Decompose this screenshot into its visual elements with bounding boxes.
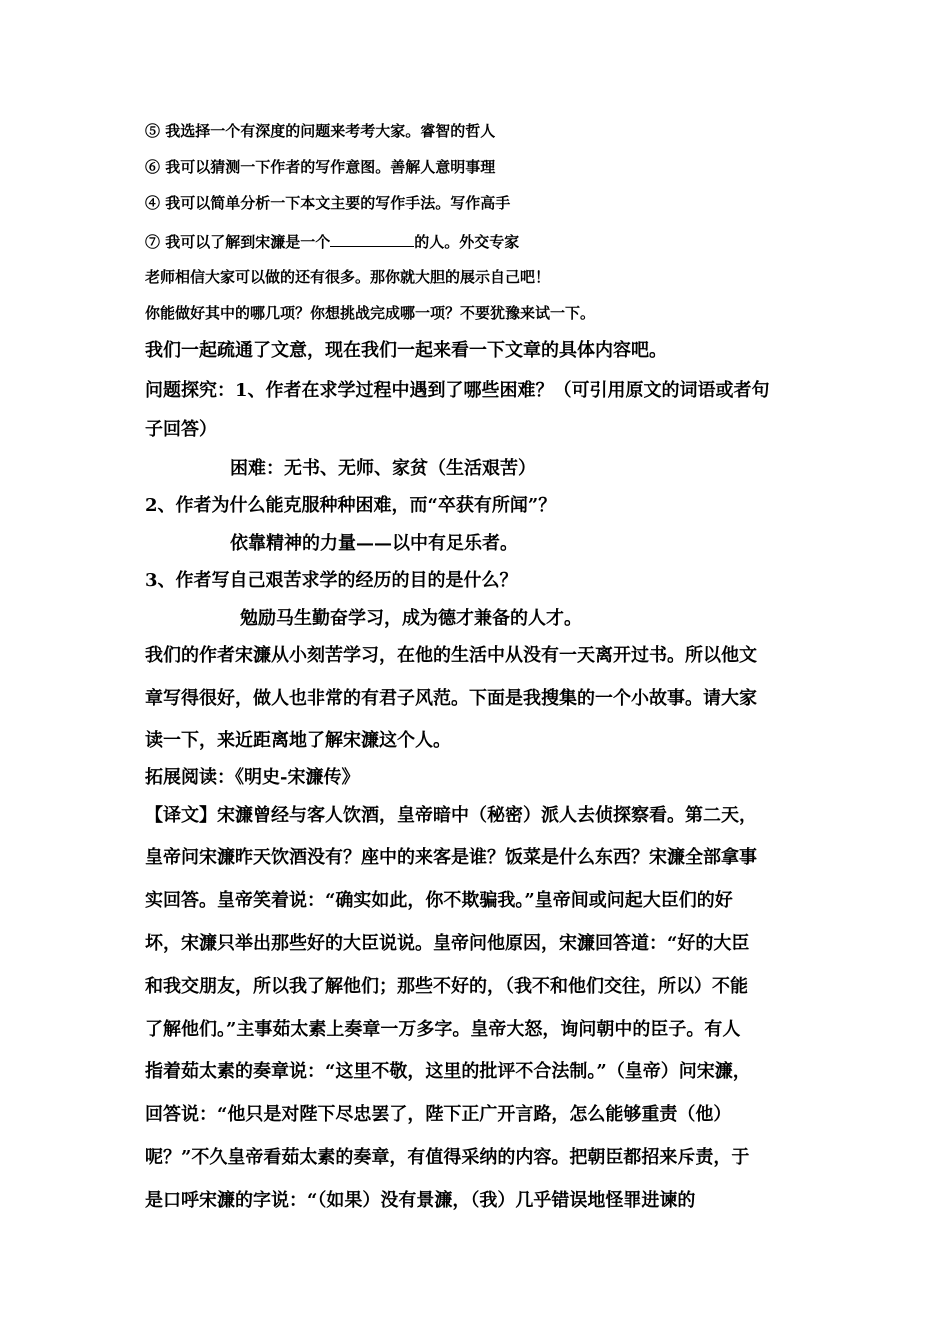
paragraph-line: 实回答。皇帝笑着说：“确实如此，你不欺骗我。”皇帝间或问起大臣们的好 [145, 890, 733, 911]
fill-in-blank [330, 232, 414, 247]
question-2: 2、作者为什么能克服种种困难，而“卒获有所闻”？ [145, 495, 557, 516]
paragraph-line: 老师相信大家可以做的还有很多。那你就大胆的展示自己吧！ [145, 268, 551, 286]
text-run: 的人。外交专家 [414, 233, 520, 251]
paragraph-line: 我们的作者宋濂从小刻苦学习，在他的生活中从没有一天离开过书。所以他文 [145, 645, 757, 666]
paragraph-line: 回答说：“他只是对陛下尽忠罢了，陛下正广开言路，怎么能够重责（他） [145, 1104, 732, 1125]
paragraph-line: 皇帝问宋濂昨天饮酒没有？座中的来客是谁？饭菜是什么东西？宋濂全部拿事 [145, 847, 757, 868]
list-item: ⑥ 我可以猜测一下作者的写作意图。善解人意明事理 [145, 158, 496, 176]
paragraph-line: 是口呼宋濂的字说：“（如果）没有景濂，（我）几乎错误地怪罪进谏的 [145, 1190, 696, 1211]
answer-1: 困难：无书、无师、家贫（生活艰苦） [230, 458, 536, 479]
paragraph-line: 【译文】宋濂曾经与客人饮酒，皇帝暗中（秘密）派人去侦探察看。第二天， [145, 805, 757, 826]
paragraph-line: 指着茹太素的奏章说：“这里不敬，这里的批评不合法制。”（皇帝）问宋濂， [145, 1061, 751, 1082]
paragraph-line: 坏，宋濂只举出那些好的大臣说说。皇帝问他原因，宋濂回答道：“好的大臣 [145, 933, 750, 954]
answer-3: 勉励马生勤奋学习，成为德才兼备的人才。 [240, 608, 582, 629]
paragraph-line: 读一下，来近距离地了解宋濂这个人。 [145, 730, 451, 751]
answer-2: 依靠精神的力量——以中有足乐者。 [230, 533, 518, 554]
paragraph-line: 和我交朋友，所以我了解他们；那些不好的，（我不和他们交往，所以）不能 [145, 976, 748, 997]
question-3: 3、作者写自己艰苦求学的经历的目的是什么？ [145, 570, 518, 591]
paragraph-line: 子回答） [145, 419, 217, 440]
section-heading: 拓展阅读：《明史-宋濂传》 [145, 767, 360, 788]
paragraph-line: 章写得很好，做人也非常的有君子风范。下面是我搜集的一个小故事。请大家 [145, 688, 757, 709]
list-item: ⑤ 我选择一个有深度的问题来考考大家。睿智的哲人 [145, 122, 496, 140]
paragraph-line: 了解他们。”主事茹太素上奏章一万多字。皇帝大怒，询问朝中的臣子。有人 [145, 1019, 741, 1040]
paragraph-line: 呢？”不久皇帝看茹太素的奏章，有值得采纳的内容。把朝臣都招来斥责，于 [145, 1147, 750, 1168]
list-item [145, 232, 519, 250]
paragraph-line: 我们一起疏通了文意，现在我们一起来看一下文章的具体内容吧。 [145, 340, 667, 361]
list-item: ④ 我可以简单分析一下本文主要的写作手法。写作高手 [145, 194, 511, 212]
text-run: ⑦ 我可以了解到宋濂是一个 [145, 233, 331, 251]
paragraph-line: 你能做好其中的哪几项？你想挑战完成哪一项？不要犹豫来试一下。 [145, 304, 596, 322]
question-1: 问题探究：1、作者在求学过程中遇到了哪些困难？（可引用原文的词语或者句 [145, 380, 770, 401]
